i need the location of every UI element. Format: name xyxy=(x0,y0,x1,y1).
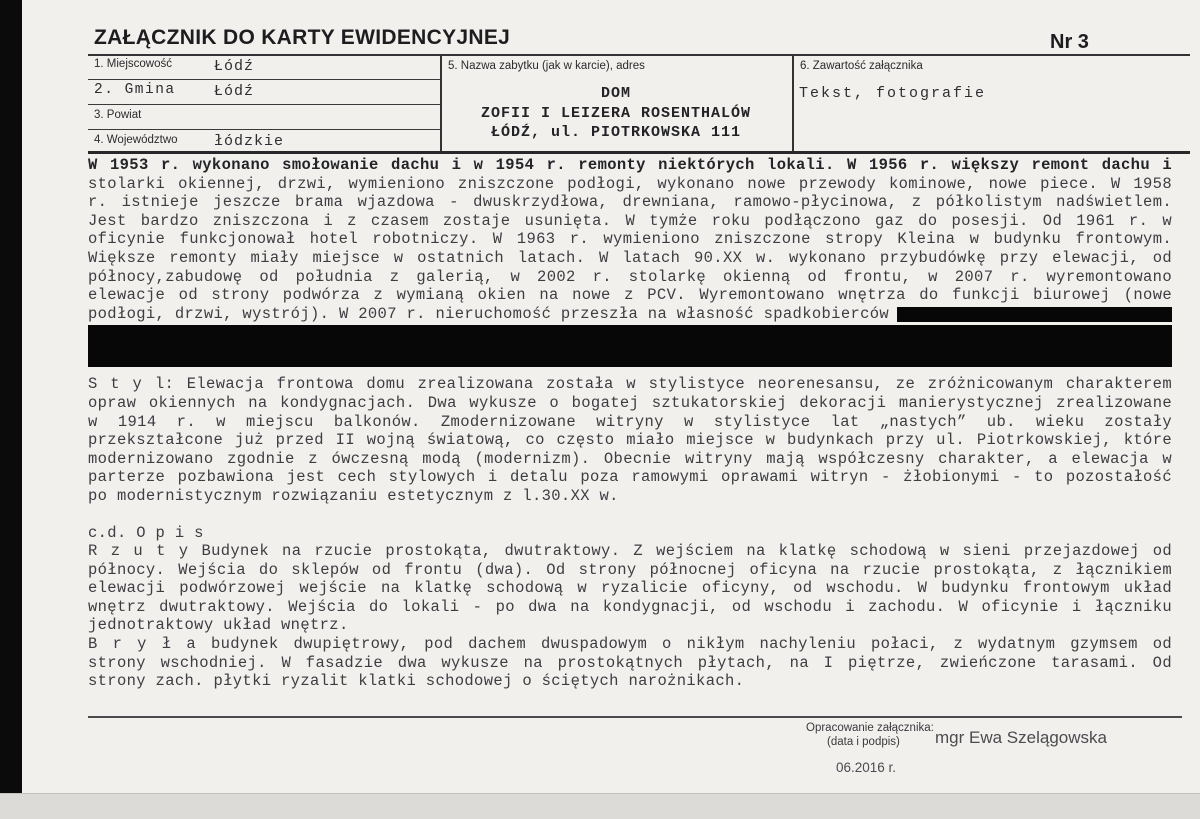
divider xyxy=(88,104,440,105)
scan-background xyxy=(0,793,1200,819)
field-value-gmina: Łódź xyxy=(214,83,255,100)
text-line: opraw okiennych na kondygnacjach. Dwa wykusze o bogatej sztukatorskiej dekoracji manierystycznej zrealizowane xyxy=(88,393,1172,412)
text-line: R z u t y Budynek na rzucie prostokąta, dwutraktowy. Z wejściem na klatkę schodową w sieni przejazdowej od xyxy=(88,542,1172,561)
divider xyxy=(88,79,440,80)
paragraph xyxy=(88,542,1172,635)
field-label-nazwa-zabytku: 5. Nazwa zabytku (jak w karcie), adres xyxy=(448,60,645,72)
paragraph xyxy=(88,524,1172,543)
field-label-wojewodztwo: 4. Województwo xyxy=(94,134,178,146)
paragraph xyxy=(88,156,1172,367)
field-label-gmina: 2. Gmina xyxy=(94,82,176,98)
monument-line: ŁÓDŹ, ul. PIOTRKOWSKA 111 xyxy=(490,124,742,141)
field-label-powiat: 3. Powiat xyxy=(94,109,142,121)
text-line: B r y ł a budynek dwupiętrowy, pod dachem dwuspadowym o nikłym nachyleniu połaci, z wydatnym gzymsem od xyxy=(88,635,1172,654)
divider xyxy=(88,54,1190,56)
paragraph xyxy=(88,375,1172,505)
text-line: c.d. O p i s xyxy=(88,523,204,542)
text-line: parterze pozbawiona jest cech stylowych i detalu poza ramowymi oprawami witryn - żłobionymi - to pozostałość xyxy=(88,468,1172,487)
monument-line: DOM xyxy=(600,85,631,102)
text-line: Większe remonty miały miejsce w ostatnich latach. W latach 90.XX w. wykonano przybudówkę przy elewacji, od xyxy=(88,248,1172,267)
text-line: modernizowano zgodnie z ówczesną modą (modernizm). Obecnie witryny mają współczesny charakter, a elewacja w xyxy=(88,449,1172,468)
text-line: W 1953 r. wykonano smołowanie dachu i w 1954 r. remonty niektórych lokali. W 1956 r. większy remont dachu i xyxy=(88,156,1172,174)
text-line: północy,zabudowę od południa z galerią, w 2002 r. stolarkę okienną od frontu, w 2007 r. wyremontowano xyxy=(88,267,1172,286)
divider xyxy=(88,716,1182,718)
text-line: stolarki okiennej, drzwi, wymieniono zniszczone podłogi, wykonano nowe przewody kominowe, nowe piece. W 1958 xyxy=(88,174,1172,193)
scan-edge-strip xyxy=(0,0,22,793)
field-value-zawartosc: Tekst, fotografie xyxy=(799,85,987,102)
field-value-miejscowosc: Łódź xyxy=(214,58,255,75)
page-title: ZAŁĄCZNIK DO KARTY EWIDENCYJNEJ xyxy=(94,26,511,49)
text-line: strony wschodniej. W fasadzie dwa wykusze na prostokątnych płytach, na I piętrze, zwieńczone tarasami. Od xyxy=(88,653,1172,672)
text-line: wnętrz dwutraktowy. Wejścia do lokali - po dwa na kondygnacji, od wschodu i zachodu. W oficynie i łączniku xyxy=(88,597,1172,616)
text-line: Jest bardzo zniszczona i z czasem zostaje usunięta. W tymże roku podłączono gaz do posesji. Od 1961 r. w xyxy=(88,211,1172,230)
text-line: oficynie funkcjonował hotel robotniczy. W 1963 r. wymieniono zniszczone stropy Kleina w budynku frontowym. xyxy=(88,230,1172,249)
field-label-zawartosc: 6. Zawartość załącznika xyxy=(800,60,923,72)
text-line: elewacji podwórzowej wejście na klatkę schodową w ryzalicie oficyny, od wschodu. W budynku frontowym układ xyxy=(88,579,1172,598)
text-line: podłogi, drzwi, wystrój). W 2007 r. nieruchomość przeszła na własność spadkobierców xyxy=(88,304,890,323)
text-line: po modernistycznym rozwiązaniu estetycznym z l.30.XX w. xyxy=(88,486,619,505)
attachment-number: Nr 3 xyxy=(1050,31,1089,53)
text-line: S t y l: Elewacja frontowa domu zrealizowana została w stylistyce neorenesansu, ze zróżnicowanym charakterem xyxy=(88,375,1172,394)
text-line: jednotraktowy układ wnętrz. xyxy=(88,616,349,635)
divider xyxy=(440,54,442,152)
text-line: r. istnieje jeszcze brama wjazdowa - dwuskrzydłowa, drewniana, ramowo-płycinowa, z półkolistym nadświetlem. xyxy=(88,193,1172,212)
monument-name-address xyxy=(446,84,786,143)
divider xyxy=(88,129,440,130)
paragraph xyxy=(88,635,1172,691)
divider xyxy=(88,151,1190,154)
text-line: północy. Wejścia do sklepów od frontu (dwa). Od strony północnej oficyna na rzucie prostokąta, z łącznikiem xyxy=(88,560,1172,579)
document-body xyxy=(88,156,1172,691)
footer-date-signature-label: (data i podpis) xyxy=(827,736,900,748)
text-line: w 1914 r. w miejscu balkonów. Zmodernizowane witryny w stylistyce lat „nastych” ub. wieku zostały xyxy=(88,412,1172,431)
text-line: strony zach. płytki ryzalit klatki schodowej o ściętych narożnikach. xyxy=(88,672,745,691)
field-value-wojewodztwo: łódzkie xyxy=(214,133,285,150)
footer-date: 06.2016 r. xyxy=(836,760,897,775)
text-line-partially-redacted xyxy=(88,305,1172,324)
text-line: elewacje od strony podwórza z wymianą okien na nowe z PCV. Wyremontowano wnętrza do funkcji biurowej (nowe xyxy=(88,286,1172,305)
redaction-bar xyxy=(897,307,1172,322)
redaction-block xyxy=(88,325,1172,367)
text-line: przekształcone już przed II wojną światową, co często miało miejsce w budynkach przy ul. Piotrkowskiej, które xyxy=(88,431,1172,450)
monument-line: ZOFII I LEIZERA ROSENTHALÓW xyxy=(480,104,752,122)
divider xyxy=(792,56,794,152)
footer-prepared-label: Opracowanie załącznika: xyxy=(806,722,934,734)
footer-author-name: mgr Ewa Szelągowska xyxy=(935,728,1107,747)
field-label-miejscowosc: 1. Miejscowość xyxy=(94,58,172,70)
